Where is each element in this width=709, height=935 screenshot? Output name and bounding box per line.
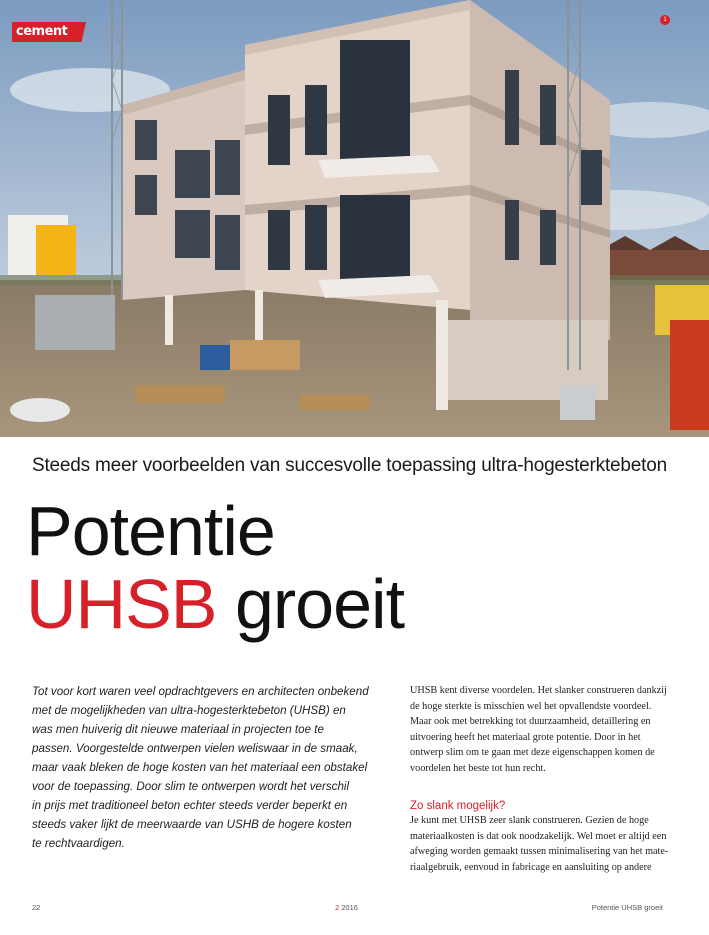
footer-issue-year: 2016	[341, 903, 358, 912]
footer-issue	[335, 903, 358, 912]
intro-line: steeds vaker lijkt de meerwaarde van USHB de hogere kosten	[32, 818, 352, 831]
body-line: Je kunt met UHSB zeer slank construeren. Gezien de hoge	[410, 815, 649, 826]
body-line: UHSB kent diverse voordelen. Het slanker construeren dankzij	[410, 685, 667, 696]
intro-line: was men huiverig dit nieuwe materiaal in projecten toe te	[32, 723, 324, 736]
body-paragraph-1	[410, 683, 680, 776]
body-line: Maar ook met betrekking tot duurzaamheid, detaillering en	[410, 716, 651, 727]
title-word: groeit	[234, 565, 405, 643]
page-badge: 1	[660, 15, 670, 25]
magazine-logo	[12, 22, 86, 42]
footer-running-title: Potentie UHSB groeit	[591, 903, 663, 912]
footer-issue-number: 2	[335, 903, 340, 912]
intro-line: voor de toepassing. Door slim te ontwerpen wordt het verschil	[32, 780, 350, 793]
intro-line: in prijs met traditioneel beton echter steeds verder beperkt en	[32, 799, 348, 812]
body-line: voordelen het beste tot hun recht.	[410, 762, 546, 774]
logo-text: cement	[16, 24, 68, 39]
building-illustration	[0, 0, 709, 437]
construction-photo	[0, 0, 709, 437]
body-line: ontwerp slim om te gaan met deze eigenschappen komen de	[410, 747, 655, 758]
body-line: materiaalkosten is dat ook noodzakelijk. Wel moet er altijd een	[410, 830, 667, 842]
intro-line: maar vaak bleken de hoge kosten van het materiaal een obstakel	[32, 761, 368, 774]
body-line: uitvoering heeft het materiaal grote potentie. Door in het	[410, 731, 641, 743]
article-subtitle: Steeds meer voorbeelden van succesvolle toepassing ultra-hogesterktebeton	[32, 455, 667, 476]
body-line: afweging worden gemaakt tussen minimalisering van het mate-	[410, 846, 669, 857]
footer-page-number: 22	[32, 903, 41, 912]
title-accent-word: UHSB	[26, 565, 217, 643]
intro-line: passen. Voorgestelde ontwerpen vielen weliswaar in de smaak,	[32, 742, 358, 755]
intro-line: Tot voor kort waren veel opdrachtgevers en architecten onbekend	[32, 685, 369, 698]
intro-line: te rechtvaardigen.	[32, 837, 125, 850]
section-heading: Zo slank mogelijk?	[410, 800, 506, 812]
body-paragraph-2	[410, 813, 680, 875]
intro-paragraph	[32, 682, 369, 853]
article-title-line2	[26, 566, 404, 642]
body-line: de hoge sterkte is misschien wel het opvallendste voordeel.	[410, 700, 652, 712]
intro-line: met de mogelijkheden van ultra-hogesterktebeton (UHSB) en	[32, 704, 346, 717]
article-title-line1: Potentie	[26, 492, 275, 570]
body-line: riaalgebruik, eenvoud in fabricage en aansluiting op andere	[410, 861, 652, 873]
